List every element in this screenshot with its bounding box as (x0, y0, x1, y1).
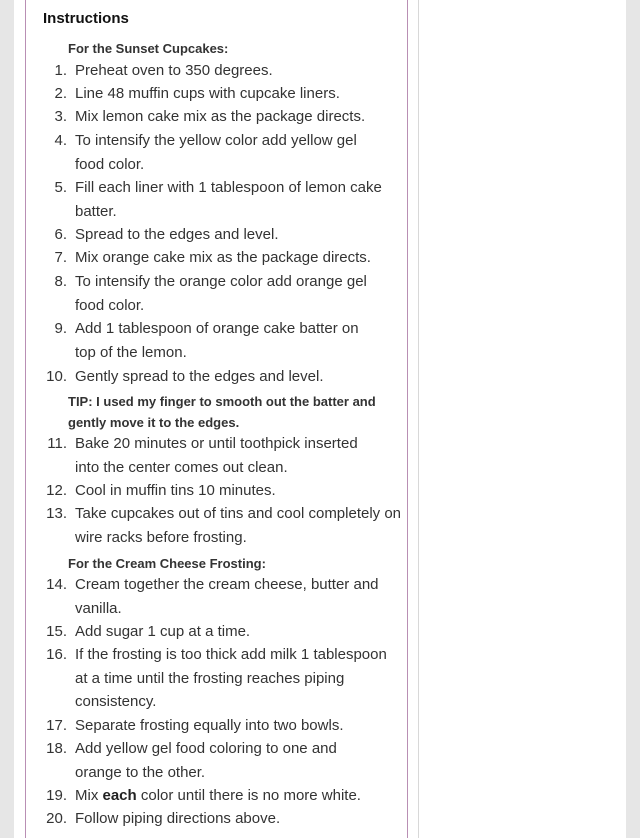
step-text: Gently spread to the edges and level. (75, 368, 324, 385)
step-text: If the frosting is too thick add milk 1 tablespoon at a time until the frosting reaches piping consistency. (75, 646, 387, 710)
step-text: Add 1 tablespoon of orange cake batter on top of the lemon. (75, 320, 359, 361)
step-number: 13. (46, 505, 67, 522)
step-number: 1. (54, 62, 67, 79)
step-text: Preheat oven to 350 degrees. (75, 62, 273, 79)
step-number: 18. (46, 740, 67, 757)
step-text-pre: Mix (75, 787, 103, 804)
step-number: 10. (46, 368, 67, 385)
step-text: Bake 20 minutes or until toothpick inserted into the center comes out clean. (75, 435, 358, 476)
column-divider (418, 0, 419, 838)
step-number: 5. (54, 179, 67, 196)
step-text: Fill each liner with 1 tablespoon of lemon cake batter. (75, 179, 382, 220)
step-number: 2. (54, 85, 67, 102)
step-number: 15. (46, 623, 67, 640)
step-number: 8. (54, 273, 67, 290)
step-text: Take cupcakes out of tins and cool completely on wire racks before frosting. (75, 505, 402, 546)
step-number: 9. (54, 320, 67, 337)
step-text: Follow piping directions above. (75, 810, 281, 827)
step-number: 3. (54, 108, 67, 125)
step-number: 19. (46, 787, 67, 804)
step-text: Separate frosting equally into two bowls. (75, 717, 344, 734)
step-number: 7. (54, 249, 67, 266)
step-text: Mix lemon cake mix as the package directs. (75, 108, 366, 125)
tip-note: TIP: I used my finger to smooth out the batter and gently move it to the edges. (68, 394, 376, 430)
step-text: Line 48 muffin cups with cupcake liners. (75, 85, 340, 102)
step-text: Add sugar 1 cup at a time. (75, 623, 251, 640)
instructions-panel (25, 0, 408, 838)
step-text: Cream together the cream cheese, butter and vanilla. (75, 576, 379, 617)
step-number: 11. (47, 435, 67, 452)
step-text: Add yellow gel food coloring to one and orange to the other. (75, 740, 337, 781)
section-frosting: For the Cream Cheese Frosting: (68, 556, 266, 571)
step-text-post: color until there is no more white. (136, 787, 361, 804)
step-number: 14. (46, 576, 67, 593)
page (14, 0, 626, 838)
step-text-emphasis: each (102, 787, 137, 804)
section-cupcakes: For the Sunset Cupcakes: (68, 41, 229, 56)
step-number: 4. (54, 132, 67, 149)
step-text: To intensify the orange color add orange gel food color. (75, 273, 367, 314)
step-number: 12. (46, 482, 67, 499)
step-text (75, 784, 403, 808)
step-number: 17. (46, 717, 67, 734)
instructions-heading: Instructions (43, 10, 129, 27)
step-text: Mix orange cake mix as the package directs. (75, 249, 371, 266)
step-text: To intensify the yellow color add yellow gel food color. (75, 132, 357, 173)
step-text: Cool in muffin tins 10 minutes. (75, 482, 276, 499)
step-number: 6. (54, 226, 67, 243)
step-number: 20. (46, 810, 67, 827)
step-text: Spread to the edges and level. (75, 226, 279, 243)
step-number: 16. (46, 646, 67, 663)
